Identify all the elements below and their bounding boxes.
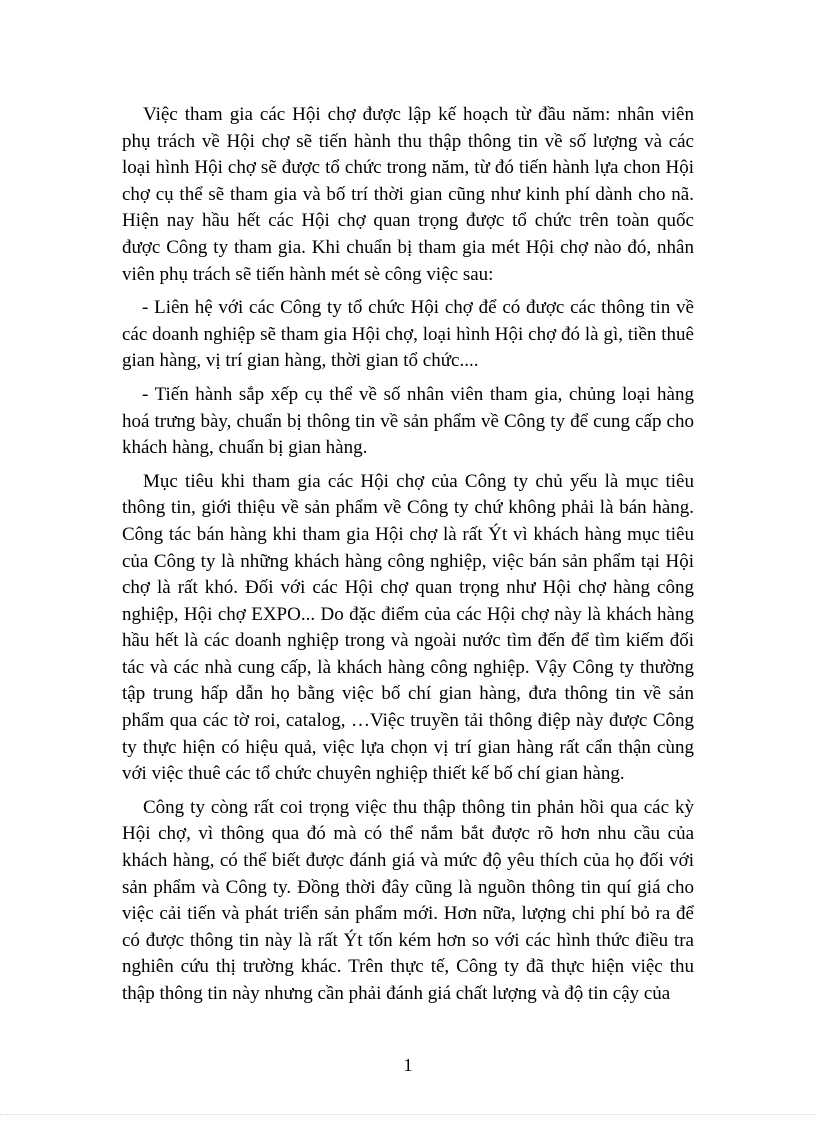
bullet-arrange-staff: - Tiến hành sắp xếp cụ thể về số nhân viên tham gia, chủng loại hàng hoá trưng bày, chuẩn bị thông tin về sản phẩm về Công ty để cung cấp cho khách hàng, chuẩn bị gian hàng. <box>122 383 694 459</box>
page-bottom-divider <box>0 1114 816 1115</box>
page-number: 1 <box>403 1055 413 1075</box>
paragraph-trade-fair-planning: Việc tham gia các Hội chợ được lập kế hoạch từ đầu năm: nhân viên phụ trách về Hội chợ sẽ tiến hành thu thập thông tin về số lượng và các loại hình Hội chợ sẽ được tổ chức trong năm, từ đó tiến hành lựa chon Hội chợ cụ thể sẽ tham gia và bố trí thời gian cũng như kinh phí dành cho nã. Hiện nay hầu hết các Hội chợ quan trọng được tổ chức trên toàn quốc được Công ty tham gia. Khi chuẩn bị tham gia mét Hội chợ nào đó, nhân viên phụ trách sẽ tiến hành mét sè công việc sau: <box>122 104 694 285</box>
bullet-contact-organizers: - Liên hệ với các Công ty tổ chức Hội chợ để có được các thông tin về các doanh nghiệp sẽ tham gia Hội chợ, loại hình Hội chợ đó là gì, tiền thuê gian hàng, vị trí gian hàng, thời gian tổ chức.... <box>122 297 694 372</box>
paragraph-fair-objectives: Mục tiêu khi tham gia các Hội chợ của Công ty chủ yếu là mục tiêu thông tin, giới thiệu về sản phẩm về Công ty chứ không phải là bán hàng. Công tác bán hàng khi tham gia Hội chợ là rất Ýt vì khách hàng mục tiêu của Công ty là những khách hàng công nghiệp, việc bán sản phẩm tại Hội chợ là rất khó. Đối với các Hội chợ quan trọng như Hội chợ hàng công nghiệp, Hội chợ EXPO... Do đặc điểm của các Hội chợ này là khách hàng hầu hết là các doanh nghiệp trong và ngoài nước tìm đến để tìm kiếm đối tác và các nhà cung cấp, là khách hàng công nghiệp. Vậy Công ty thường tập trung hấp dẫn họ bằng việc bố chí gian hàng, đưa thông tin về sản phẩm qua các tờ roi, catalog, …Việc truyền tải thông điệp này được Công ty thực hiện có hiệu quả, việc lựa chọn vị trí gian hàng rất cẩn thận cùng với việc thuê các tổ chức chuyên nghiệp thiết kế bố chí gian hàng. <box>122 470 694 785</box>
body-text <box>122 102 694 1008</box>
paragraph-feedback-collection: Công ty còng rất coi trọng việc thu thập thông tin phản hồi qua các kỳ Hội chợ, vì thông qua đó mà có thể nắm bắt được rõ hơn nhu cầu của khách hàng, có thể biết được đánh giá và mức độ yêu thích của họ đối với sản phẩm và Công ty. Đồng thời đây cũng là nguồn thông tin quí giá cho việc cải tiến và phát triển sản phẩm mới. Hơn nữa, lượng chi phí bỏ ra để có được thông tin này là rất Ýt tốn kém hơn so với các hình thức điều tra nghiên cứu thị trường khác. Trên thực tế, Công ty đã thực hiện việc thu thập thông tin này nhưng cần phải đánh giá chất lượng và độ tin cậy của <box>122 796 694 1004</box>
